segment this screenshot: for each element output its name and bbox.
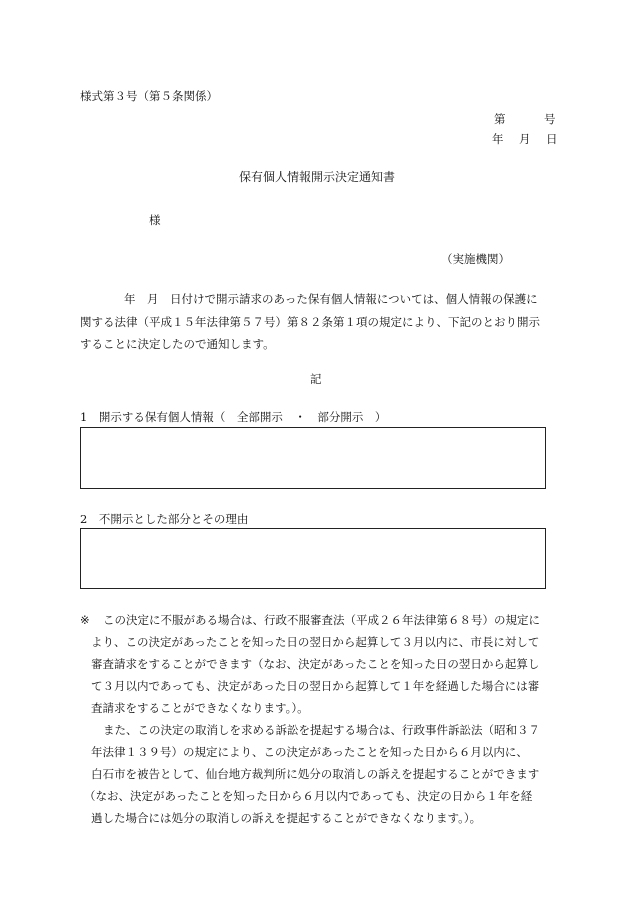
note-line: 審査請求をすることができます（なお、決定があったことを知った日の翌日から起算し xyxy=(91,657,540,671)
body-line: 年 月 日付けで開示請求のあった保有個人情報については、個人情報の保護に xyxy=(124,292,538,306)
note-line: 白石市を被告として、仙台地方裁判所に処分の取消しの訴えを提起することができます xyxy=(91,767,540,781)
note-line: 年法律１３９号）の規定により、この決定があったことを知った日から６月以内に、 xyxy=(91,745,528,759)
note-line: 過した場合には処分の取消しの訴えを提起することができなくなります。）。 xyxy=(91,811,482,825)
note-line: （なお、決定があったことを知った日から６月以内であっても、決定の日から１年を経 xyxy=(84,789,533,803)
page-title: 保有個人情報開示決定通知書 xyxy=(239,170,396,184)
form-label: 様式第３号（第５条関係） xyxy=(80,89,218,103)
section-2-box xyxy=(80,528,546,589)
date-line: 年 月 日 xyxy=(492,132,560,146)
body-line: することに決定したので通知します。 xyxy=(80,337,275,351)
issuer-label: （実施機関） xyxy=(441,252,510,266)
document-number: 第 号 xyxy=(494,112,557,126)
body-paragraph xyxy=(80,288,552,356)
note-line: て３月以内であっても、決定があった日の翌日から起算して１年を経過した場合には審 xyxy=(91,679,540,693)
note-line: この決定に不服がある場合は、行政不服審査法（平成２６年法律第６８号）の規定に xyxy=(103,613,540,627)
note-mark: ※ xyxy=(80,613,90,627)
section-2-heading: 2 不開示とした部分とその理由 xyxy=(80,512,249,526)
body-line: 関する法律（平成１５年法律第５７号）第８２条第１項の規定により、下記のとおり開示 xyxy=(80,314,540,329)
note-line: 査請求をすることができなくなります。）。 xyxy=(91,701,309,715)
note-paragraph xyxy=(80,609,552,829)
section-1-heading: 1 開示する保有個人情報（ 全部開示 ・ 部分開示 ） xyxy=(80,410,387,424)
note-line: また、この決定の取消しを求める訴訟を提起する場合は、行政事件訴訟法（昭和３７ xyxy=(103,723,540,737)
addressee-label: 様 xyxy=(149,213,161,227)
ki-heading: 記 xyxy=(310,372,322,386)
note-line: より、この決定があったことを知った日の翌日から起算して３月以内に、市長に対して xyxy=(91,635,540,649)
section-1-box xyxy=(80,427,546,489)
